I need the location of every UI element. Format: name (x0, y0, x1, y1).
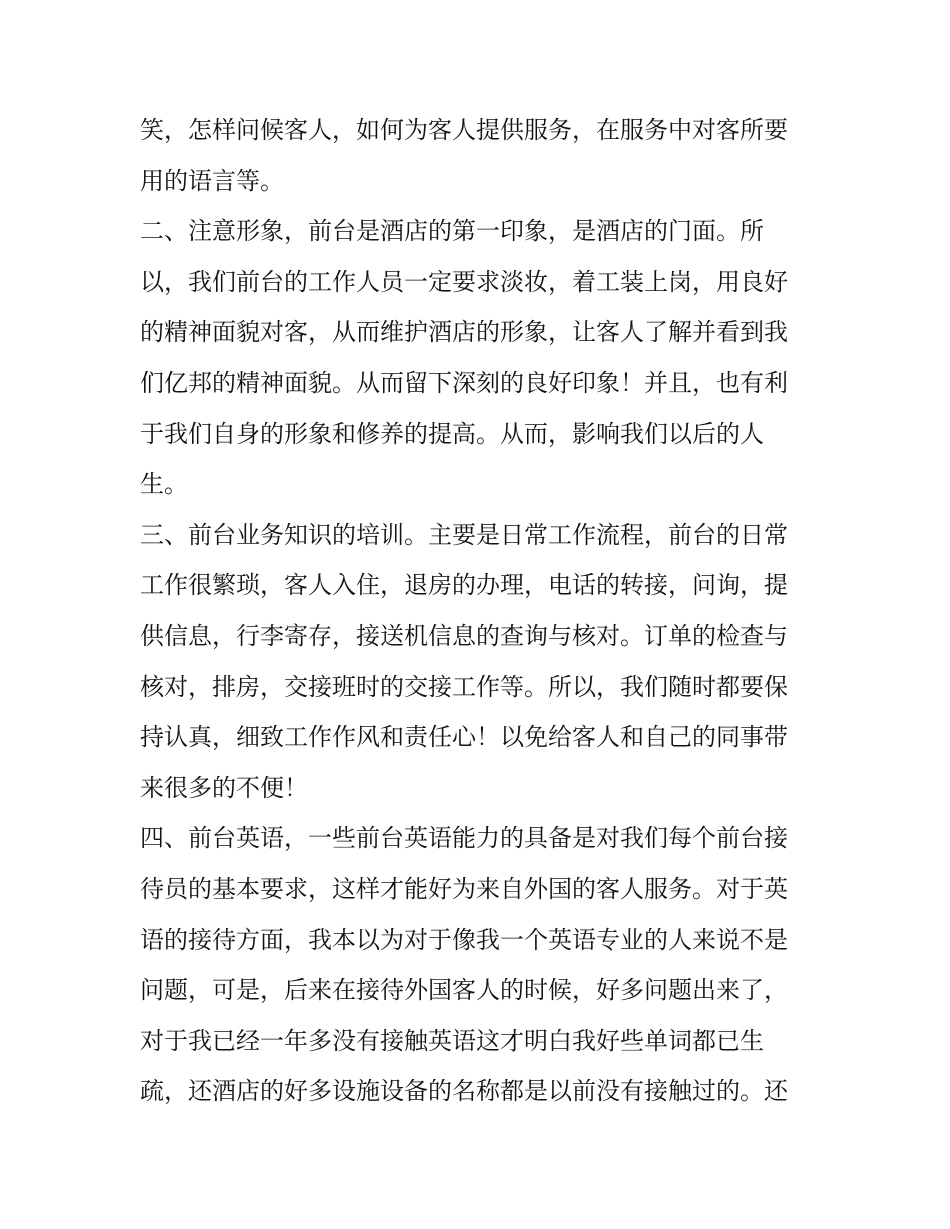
text-line: 对于我已经一年多没有接触英语这才明白我好些单词都已生 (140, 1026, 764, 1055)
text-line: 笑，怎样问候客人，如何为客人提供服务，在服务中对客所要 (140, 116, 788, 144)
text-line: 的精神面貌对客，从而维护酒店的形象，让客人了解并看到我 (140, 318, 788, 347)
text-line: 语的接待方面，我本以为对于像我一个英语专业的人来说不是 (140, 925, 788, 954)
text-line: 待员的基本要求，这样才能好为来自外国的客人服务。对于英 (140, 874, 788, 903)
body-text (140, 105, 820, 1117)
text-line: 们亿邦的精神面貌。从而留下深刻的良好印象！并且，也有利 (140, 368, 788, 397)
text-line: 来很多的不便！ (140, 773, 308, 802)
text-line: 工作很繁琐，客人入住，退房的办理，电话的转接，问询，提 (140, 571, 788, 600)
text-line: 于我们自身的形象和修养的提高。从而，影响我们以后的人 (140, 419, 764, 448)
text-line: 二、注意形象，前台是酒店的第一印象，是酒店的门面。所 (140, 217, 764, 246)
text-line: 生。 (140, 470, 188, 499)
text-line: 三、前台业务知识的培训。主要是日常工作流程，前台的日常 (140, 520, 788, 549)
text-line: 核对，排房，交接班时的交接工作等。所以，我们随时都要保 (140, 672, 788, 701)
text-line: 供信息，行李寄存，接送机信息的查询与核对。订单的检查与 (140, 621, 788, 650)
text-line: 疏，还酒店的好多设施设备的名称都是以前没有接触过的。还 (140, 1077, 788, 1106)
text-line: 四、前台英语，一些前台英语能力的具备是对我们每个前台接 (140, 824, 788, 853)
text-line: 持认真，细致工作作风和责任心！以免给客人和自己的同事带 (140, 723, 788, 752)
text-line: 用的语言等。 (140, 166, 284, 195)
text-line: 问题，可是，后来在接待外国客人的时候，好多问题出来了， (140, 976, 788, 1005)
text-line: 以，我们前台的工作人员一定要求淡妆，着工装上岗，用良好 (140, 267, 788, 296)
